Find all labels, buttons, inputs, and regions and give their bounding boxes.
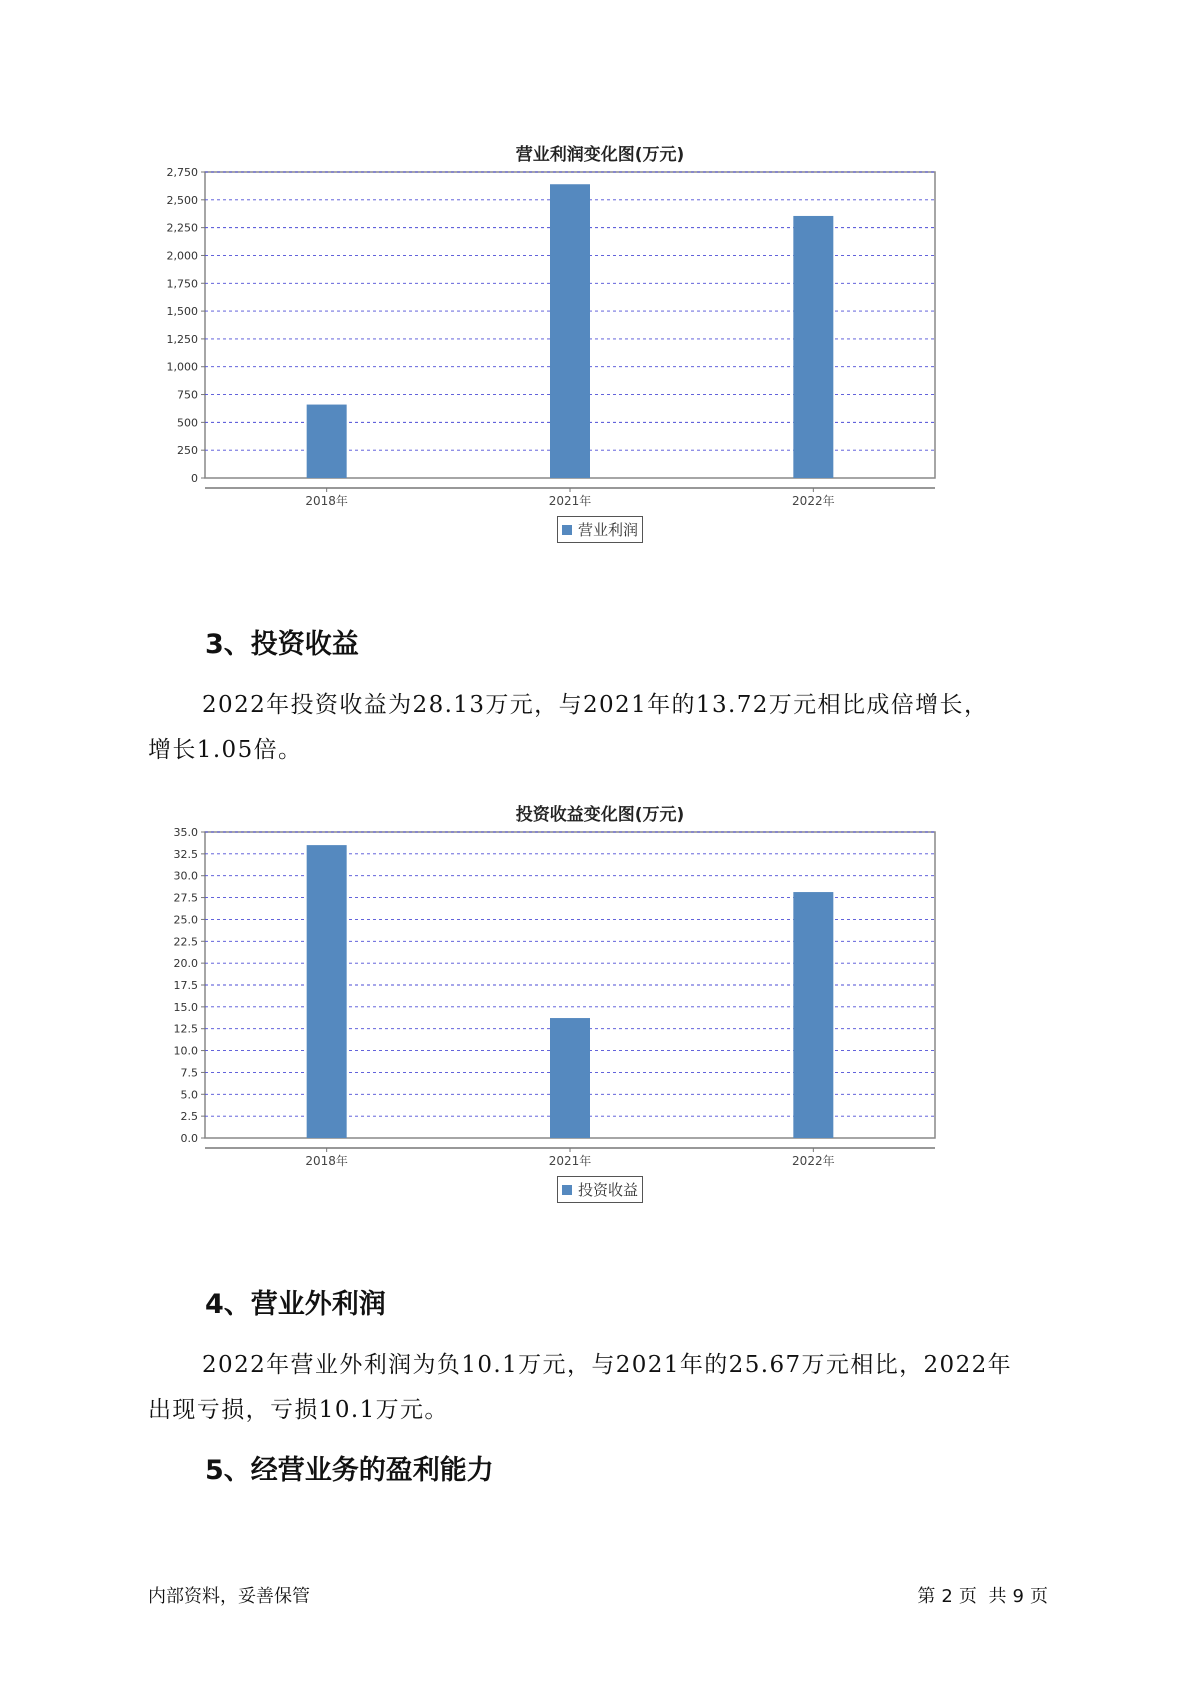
x-tick-label: 2022年 xyxy=(792,494,835,508)
y-tick-label: 5.0 xyxy=(180,1088,198,1102)
page-mid: 页 共 xyxy=(958,1586,1007,1607)
paragraph-line: 2022年投资收益为28.13万元，与2021年的13.72万元相比成倍增长， xyxy=(202,692,989,718)
paragraph-line: 出现亏损，亏损10.1万元。 xyxy=(148,1397,449,1423)
y-tick-label: 12.5 xyxy=(173,1022,198,1036)
bar xyxy=(307,845,347,1138)
y-tick-label: 1,500 xyxy=(166,305,198,319)
y-tick-label: 250 xyxy=(177,444,198,458)
bar xyxy=(793,216,833,478)
y-tick-label: 2,500 xyxy=(166,193,198,207)
chart-legend xyxy=(150,1176,1050,1203)
page-prefix: 第 xyxy=(917,1586,936,1607)
investment-income-plot xyxy=(150,826,1050,1220)
y-tick-label: 1,000 xyxy=(166,360,198,374)
x-tick-label: 2022年 xyxy=(792,1154,835,1168)
legend-label: 投资收益 xyxy=(577,1181,638,1199)
section-heading-non-operating: 4、营业外利润 xyxy=(205,1289,386,1320)
x-tick-label: 2018年 xyxy=(305,494,348,508)
y-tick-label: 10.0 xyxy=(173,1044,198,1058)
legend-swatch xyxy=(562,1185,572,1195)
y-tick-label: 7.5 xyxy=(180,1066,198,1080)
y-tick-label: 30.0 xyxy=(173,869,198,883)
legend-item xyxy=(557,516,643,543)
page-total: 9 xyxy=(1012,1586,1024,1607)
footer-page-number xyxy=(914,1582,1051,1608)
section-paragraph-investment xyxy=(148,683,1068,773)
x-tick-label: 2018年 xyxy=(305,1154,348,1168)
legend-swatch xyxy=(562,525,572,535)
paragraph-line: 2022年营业外利润为负10.1万元，与2021年的25.67万元相比，2022年 xyxy=(202,1352,1013,1378)
y-tick-label: 17.5 xyxy=(173,979,198,992)
y-tick-label: 15.0 xyxy=(173,1000,198,1014)
y-tick-label: 500 xyxy=(177,416,198,430)
y-tick-label: 27.5 xyxy=(173,891,198,905)
section-heading-profitability: 5、经营业务的盈利能力 xyxy=(205,1455,494,1486)
page-current: 2 xyxy=(941,1586,953,1607)
y-tick-label: 750 xyxy=(177,388,198,402)
y-tick-label: 1,250 xyxy=(166,332,198,346)
y-tick-label: 2.5 xyxy=(180,1110,198,1124)
legend-item xyxy=(557,1176,643,1203)
y-tick-label: 2,000 xyxy=(166,249,198,263)
paragraph-line: 增长1.05倍。 xyxy=(148,737,303,763)
bar xyxy=(550,184,590,478)
legend-label: 营业利润 xyxy=(577,521,638,539)
y-tick-label: 35.0 xyxy=(173,826,198,839)
y-tick-label: 32.5 xyxy=(173,847,198,861)
y-tick-label: 25.0 xyxy=(173,913,198,927)
y-tick-label: 0 xyxy=(191,472,198,485)
x-tick-label: 2021年 xyxy=(548,1154,592,1168)
section-heading-investment: 3、投资收益 xyxy=(205,629,359,660)
y-tick-label: 22.5 xyxy=(173,935,198,949)
y-tick-label: 2,250 xyxy=(166,221,198,235)
bar xyxy=(307,405,347,478)
chart-title: 营业利润变化图(万元) xyxy=(515,145,685,165)
footer-confidential-note: 内部资料，妥善保管 xyxy=(148,1586,310,1607)
y-tick-label: 1,750 xyxy=(166,277,198,291)
y-tick-label: 20.0 xyxy=(173,957,198,971)
section-paragraph-non-operating xyxy=(148,1343,1068,1433)
y-tick-label: 2,750 xyxy=(166,166,198,179)
page-suffix: 页 xyxy=(1030,1586,1048,1607)
chart-title: 投资收益变化图(万元) xyxy=(515,805,685,825)
y-tick-label: 0.0 xyxy=(180,1132,198,1145)
x-tick-label: 2021年 xyxy=(548,494,592,508)
operating-profit-plot xyxy=(150,166,1050,560)
bar xyxy=(550,1018,590,1138)
chart-legend xyxy=(150,516,1050,543)
bar xyxy=(793,892,833,1138)
